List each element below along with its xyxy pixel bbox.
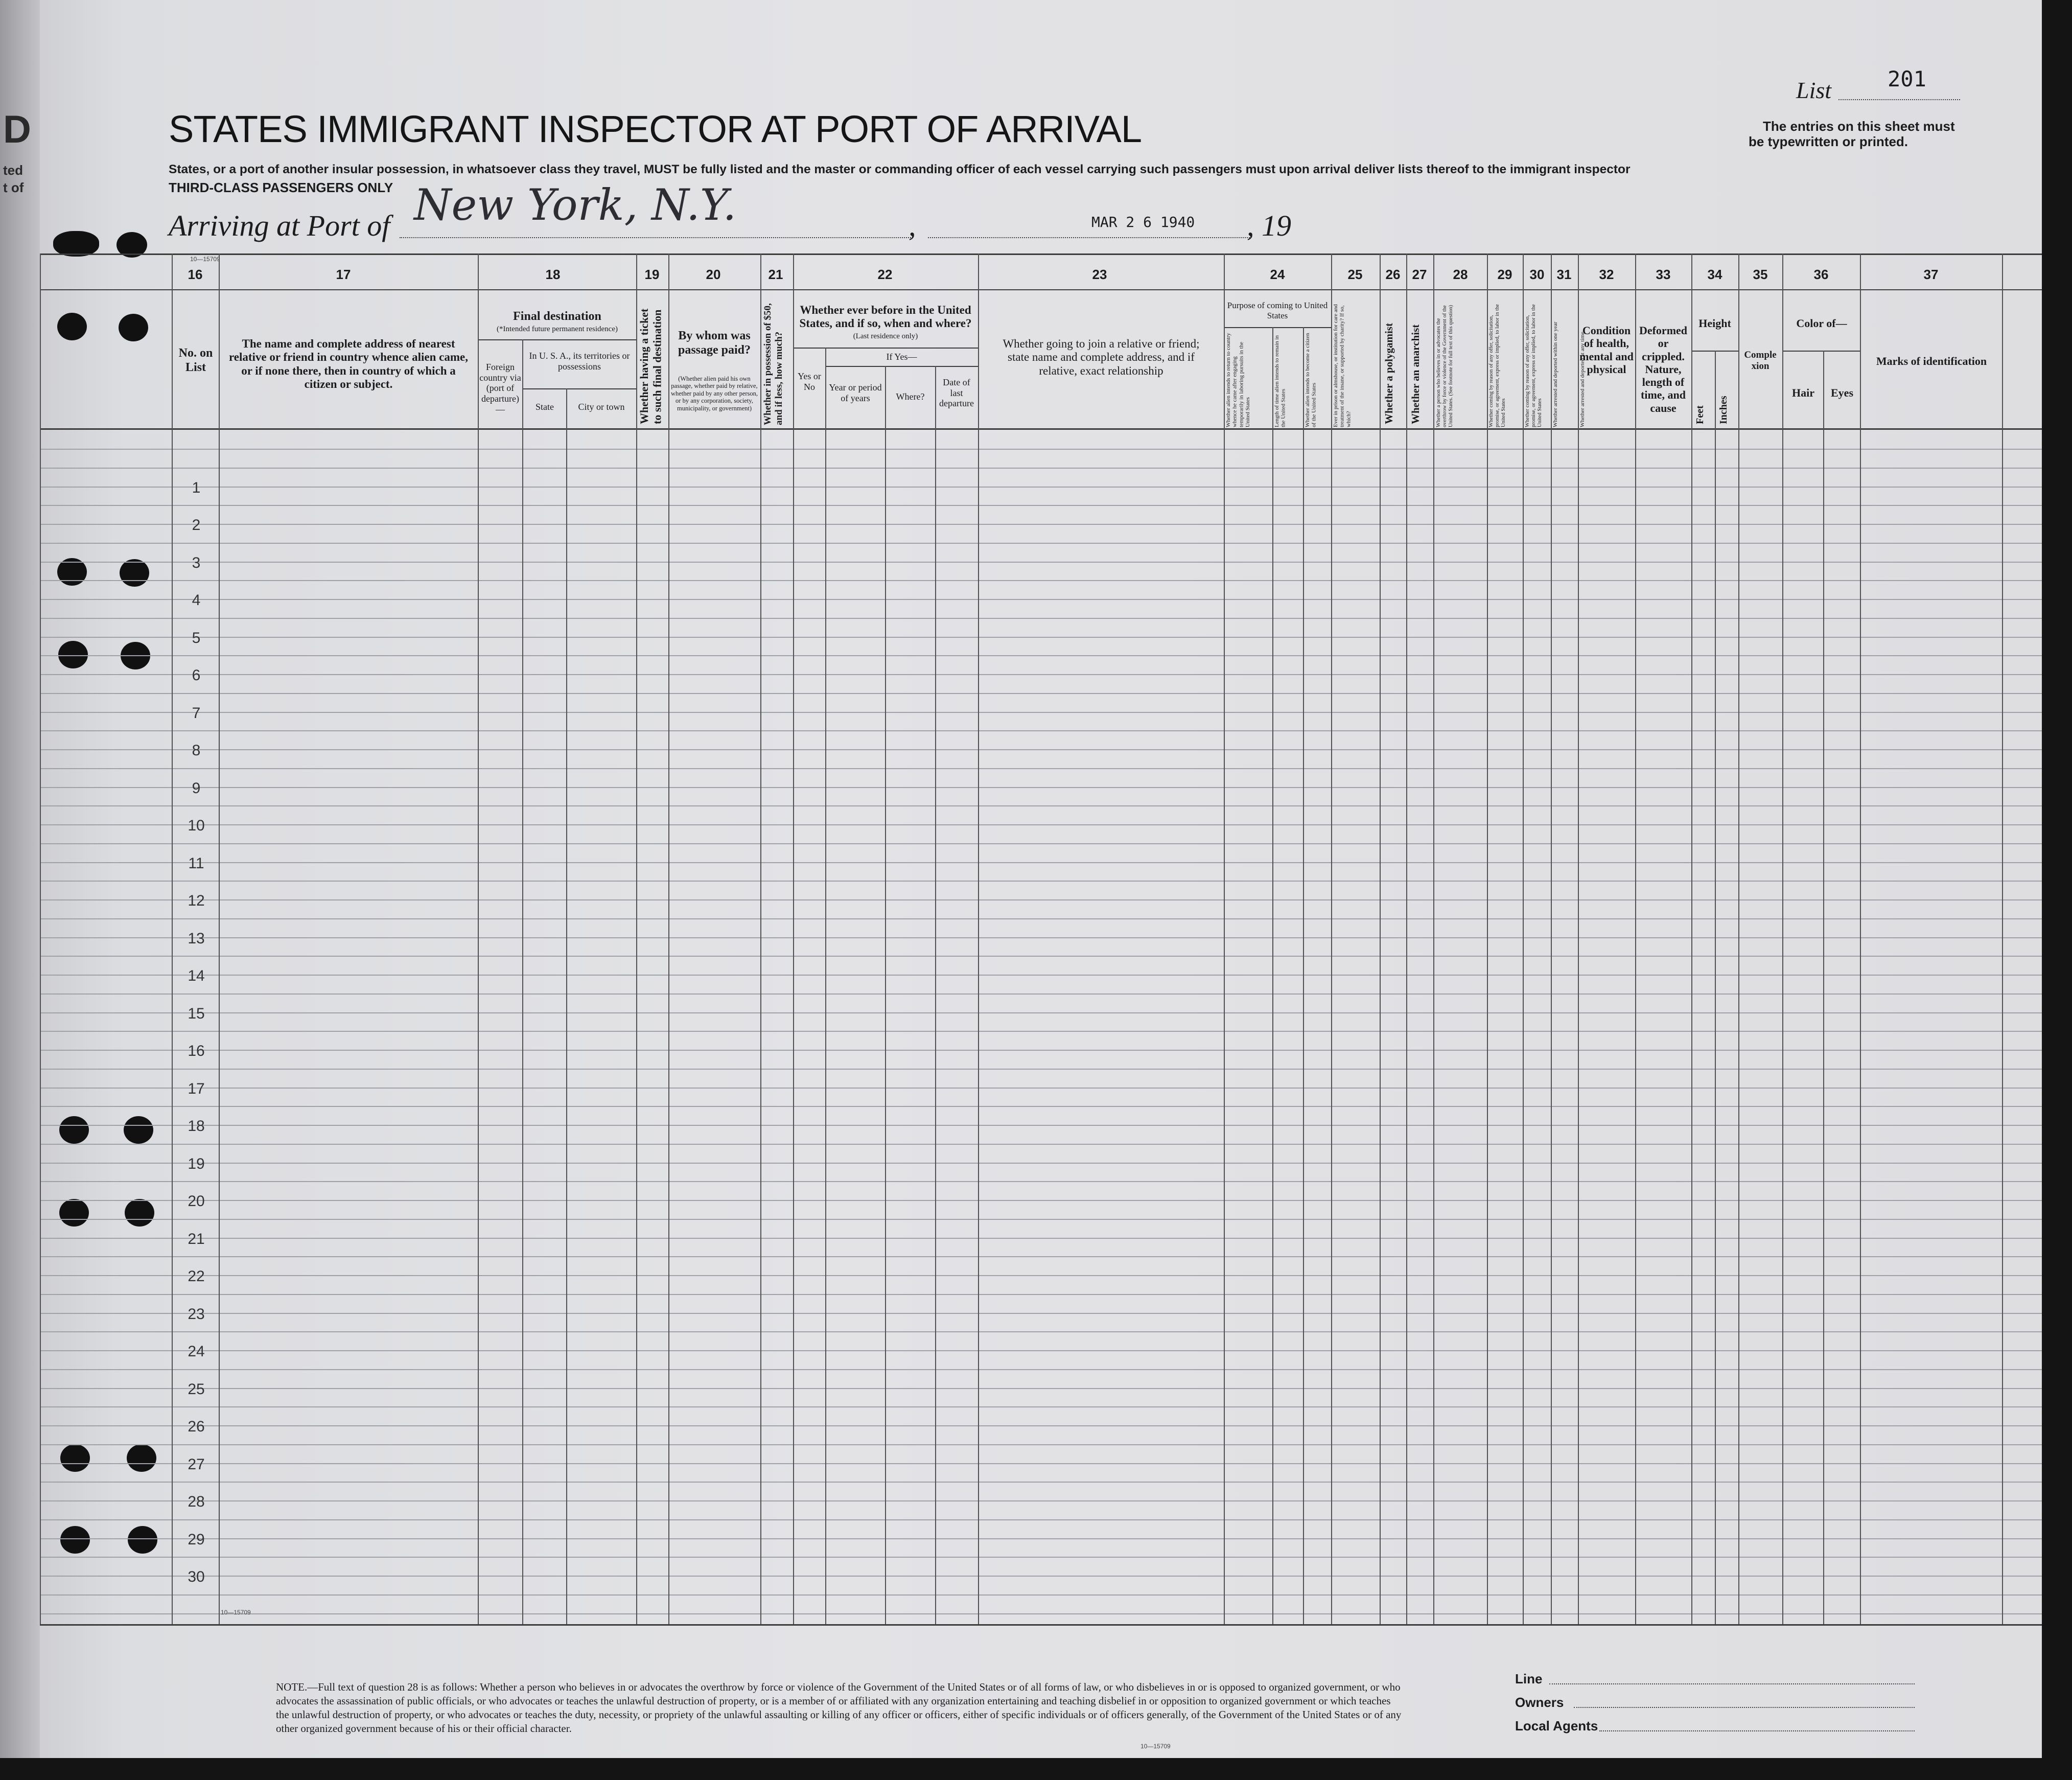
entries-note: be typewritten or printed. (1749, 134, 1908, 149)
punch-hole (57, 313, 87, 340)
owners-label: Owners (1515, 1695, 1564, 1710)
column-number: 22 (877, 267, 893, 282)
column-number: 35 (1753, 267, 1768, 282)
column-number: 25 (1347, 267, 1363, 282)
header-ticket: Whether having a ticket to such final destination (638, 308, 664, 424)
row-number: 19 (188, 1155, 205, 1172)
header-deported-any-time: Whether arrested and deported at any time (1579, 332, 1586, 427)
row-number: 20 (188, 1193, 205, 1210)
header-joining-relative: Whether going to join a relative or friend; state name and complete address, and if relative, exact relationship (1003, 337, 1200, 377)
row-number: 22 (188, 1268, 205, 1285)
header-yes-no: Yes or No (798, 371, 821, 392)
header-health: Condition of health, mental and physical (1579, 324, 1634, 376)
punch-hole (119, 314, 148, 341)
row-number: 3 (192, 554, 201, 571)
header-deported-one-year: Whether arrested and deported within one year (1552, 321, 1558, 427)
column-number: 33 (1656, 267, 1671, 282)
header-state: State (536, 402, 554, 412)
passenger-class: THIRD-CLASS PASSENGERS ONLY (169, 180, 393, 195)
punch-hole (58, 641, 88, 668)
form-instruction: States, or a port of another insular possession, in whatsoever class they travel, MUST be fully listed and the master or commanding officer of each vessel carrying such passengers must upon arrival deliver lists thereof to the immigrant inspector (169, 163, 1631, 176)
form-number: 10—15709 (1140, 1743, 1171, 1750)
header-eyes: Eyes (1831, 386, 1853, 399)
row-number: 25 (188, 1381, 205, 1398)
row-number: 1 (192, 479, 201, 496)
port-line (400, 237, 913, 238)
list-number-line (1838, 99, 1960, 100)
column-number: 17 (336, 267, 351, 282)
column-number: 23 (1092, 267, 1107, 282)
owners-field (1574, 1707, 1915, 1708)
list-label: List (1796, 77, 1832, 103)
punch-hole (127, 1444, 156, 1472)
header-nearest-relative: The name and complete address of nearest relative or friend in country whence alien came, or if none there, then in country of which a citizen or subject. (228, 337, 468, 391)
row-number: 5 (192, 630, 201, 646)
header-anarchist: Whether an anarchist (1409, 324, 1422, 424)
header-color: Color of— (1796, 317, 1847, 330)
header-height: Height (1698, 317, 1731, 330)
row-number: 21 (188, 1231, 205, 1247)
column-number: 21 (768, 267, 783, 282)
local-agents-label: Local Agents (1515, 1718, 1598, 1733)
column-number: 36 (1813, 267, 1829, 282)
row-number: 30 (188, 1568, 205, 1585)
row-number: 18 (188, 1118, 205, 1135)
footnote-question-28: NOTE.—Full text of question 28 is as follows: Whether a person who believes in or advocates the overthrow by force or violence of the Government of the United States or of all forms of law, or who disbelieves in or is opposed to organized government, or who advocates the assassination of public officials, or who advocates or teaches the unlawful destruction of property, or is a member of or affiliated with any organization entertaining and teaching disbelief in or opposition to organized government or which teaches the unlawful destruction of property, or who advocates or teaches the duty, necessity, or propriety of the unlawful assaulting or killing of any officer or officers, either of specific individuals or of officers generally, of the Government of the United States or of any other organized government because of his or their official character. (276, 1681, 1402, 1735)
column-number: 26 (1385, 267, 1401, 282)
line-label: Line (1515, 1671, 1543, 1686)
row-number: 27 (188, 1456, 205, 1473)
punch-hole (124, 1116, 153, 1144)
row-number: 28 (188, 1493, 205, 1510)
form-title: STATES IMMIGRANT INSPECTOR AT PORT OF ARRIVAL (169, 108, 1142, 150)
row-number: 17 (188, 1080, 205, 1097)
column-number: 37 (1923, 267, 1939, 282)
table-bottom-border (40, 1624, 2042, 1626)
header-in-usa: In U. S. A., its territories or possessions (529, 351, 630, 372)
row-number: 23 (188, 1306, 205, 1323)
column-number: 29 (1497, 267, 1512, 282)
punch-hole (60, 1526, 90, 1554)
header-polygamist: Whether a polygamist (1383, 323, 1395, 424)
header-ever-before-sub: (Last residence only) (853, 332, 918, 340)
header-foreign-country: Foreign country via (port of departure)— (479, 362, 521, 414)
column-number: 30 (1529, 267, 1545, 282)
header-inches: Inches (1718, 396, 1729, 424)
edge-fragment-text: t of (3, 180, 24, 195)
column-number: 27 (1412, 267, 1427, 282)
row-number: 6 (192, 667, 201, 684)
punch-hole (59, 1116, 89, 1144)
arriving-label: Arriving at Port of (169, 209, 390, 242)
column-number: 19 (644, 267, 660, 282)
row-number: 14 (188, 967, 205, 984)
punch-hole (125, 1199, 154, 1227)
header-if-yes: If Yes— (886, 352, 917, 362)
header-marks-identification: Marks of identification (1876, 355, 1987, 367)
header-no-on-list: No. on List (178, 346, 213, 374)
year-label: , 19 (1247, 209, 1291, 242)
header-passage-paid-sub: (Whether alien paid his own passage, whether paid by relative, whether paid by any other person, or by any corporation, society, municipality, or government) (670, 375, 758, 412)
header-deformed: Deformed or crippled. Nature, length of time, and cause (1639, 324, 1688, 414)
entries-note: The entries on this sheet must (1763, 119, 1955, 134)
punch-hole (59, 1199, 89, 1227)
header-where: Where? (896, 391, 925, 402)
header-purpose: Purpose of coming to United States (1227, 300, 1328, 320)
header-final-destination: Final destination (513, 310, 601, 323)
header-length-of-stay: Length of time alien intends to remain in the United States (1274, 335, 1287, 427)
row-number: 24 (188, 1343, 205, 1360)
row-number: 13 (188, 930, 205, 947)
column-number: 16 (188, 267, 203, 282)
column-number: 34 (1707, 267, 1722, 282)
header-fifty-dollars: Whether in possession of $50, and if less, how much? (762, 303, 784, 425)
header-feet: Feet (1694, 405, 1706, 424)
row-number: 12 (188, 892, 205, 909)
punch-hole (60, 1444, 90, 1472)
date-line (928, 237, 1250, 238)
header-labor-offer: Whether coming by reason of any offer, solicitation, promise, or agreement, express or implied, to labor in the United States (1525, 304, 1543, 427)
header-city: City or town (578, 402, 625, 412)
row-number: 8 (192, 742, 201, 759)
column-number-border (40, 289, 2042, 290)
column-number: 20 (706, 267, 721, 282)
header-intends-return: Whether alien intends to return to country whence he came after engaging temporarily in laboring pursuits in the United States (1225, 333, 1251, 427)
header-labor-contract: Whether coming by reason of any offer, solicitation, promise, or agreement, express or implied, to labor in the United States (1488, 304, 1507, 427)
column-number: 32 (1599, 267, 1614, 282)
date-stamp: MAR 2 6 1940 (1091, 214, 1195, 230)
column-number: 31 (1556, 267, 1572, 282)
header-ever-before: Whether ever before in the United States, and if so, when and where? (799, 304, 972, 330)
form-number: 10—15709 (190, 256, 220, 263)
header-bottom-border (40, 428, 2042, 430)
line-field (1549, 1683, 1915, 1684)
table-top-border (40, 253, 2042, 255)
row-number: 11 (188, 855, 204, 872)
arriving-port: New York, N.Y. (414, 180, 737, 230)
column-number: 24 (1270, 267, 1285, 282)
row-number: 2 (192, 517, 201, 534)
row-number: 29 (188, 1531, 205, 1548)
local-agents-field (1599, 1730, 1915, 1731)
column-number: 18 (545, 267, 561, 282)
form-number: 10—15709 (221, 1609, 251, 1616)
row-number: 16 (188, 1043, 205, 1059)
row-number: 26 (188, 1418, 205, 1435)
row-number: 4 (192, 592, 201, 609)
edge-fragment-letter: D (3, 108, 31, 151)
row-number: 7 (192, 705, 201, 722)
header-date-departure: Date of last departure (939, 377, 974, 409)
comma: , (909, 209, 916, 242)
list-number: 201 (1888, 66, 1926, 91)
edge-fragment-text: ted (3, 163, 23, 178)
column-number: 28 (1453, 267, 1468, 282)
header-prison-charity: Ever in prison or almshouse, or institution for care and treatment of the insane, or supported by charity? If so, which? (1333, 304, 1352, 427)
binding-edge (0, 0, 40, 1758)
row-number: 9 (192, 780, 201, 797)
header-passage-paid: By whom was passage paid? (678, 329, 751, 357)
header-year-period: Year or period of years (829, 382, 882, 403)
row-number: 10 (188, 817, 205, 834)
header-complexion: Complexion (1744, 350, 1777, 372)
header-intends-citizen: Whether alien intends to become a citizen of the United States (1305, 333, 1317, 427)
header-overthrow: Whether a person who believes in or advocates the overthrow by force or violence of the Government of the United States. (See footnote for full text of this question) (1436, 305, 1454, 427)
row-number: 15 (188, 1005, 205, 1022)
punch-hole (120, 559, 149, 587)
header-hair: Hair (1792, 386, 1814, 399)
punch-hole (53, 231, 99, 257)
punch-hole (128, 1526, 157, 1554)
header-final-destination-sub: (*Intended future permanent residence) (497, 325, 618, 333)
